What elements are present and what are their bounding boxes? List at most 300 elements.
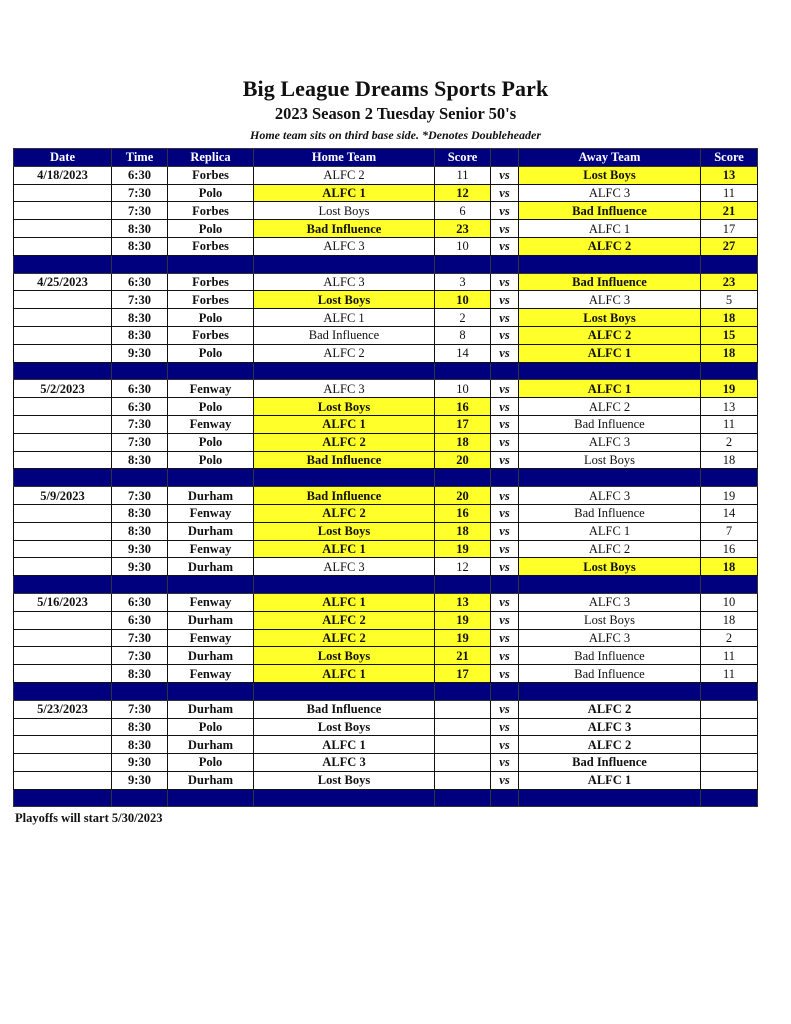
time-cell: 8:30	[112, 522, 168, 540]
away-score-cell: 21	[701, 202, 758, 220]
vs-cell: vs	[491, 398, 519, 416]
home-score-cell: 16	[435, 504, 491, 522]
date-cell	[14, 611, 112, 629]
time-cell: 9:30	[112, 771, 168, 789]
game-row	[14, 754, 758, 772]
replica-field-cell: Forbes	[168, 202, 254, 220]
game-row	[14, 771, 758, 789]
away-score-cell: 16	[701, 540, 758, 558]
away-team-cell: ALFC 3	[519, 487, 701, 505]
vs-cell: vs	[491, 220, 519, 238]
home-team-cell: ALFC 1	[254, 184, 435, 202]
away-score-cell: 2	[701, 433, 758, 451]
time-cell: 7:30	[112, 184, 168, 202]
separator-cell	[112, 576, 168, 594]
separator-cell	[112, 362, 168, 380]
home-team-cell: ALFC 1	[254, 736, 435, 754]
vs-cell: vs	[491, 344, 519, 362]
separator-cell	[519, 255, 701, 273]
table-header-row	[14, 149, 758, 167]
replica-field-cell: Polo	[168, 398, 254, 416]
time-cell: 8:30	[112, 237, 168, 255]
separator-cell	[491, 469, 519, 487]
vs-cell: vs	[491, 451, 519, 469]
away-team-cell: ALFC 3	[519, 593, 701, 611]
date-cell	[14, 451, 112, 469]
replica-field-cell: Polo	[168, 451, 254, 469]
separator-cell	[168, 469, 254, 487]
vs-cell: vs	[491, 558, 519, 576]
replica-field-cell: Polo	[168, 184, 254, 202]
game-row	[14, 451, 758, 469]
home-team-cell: Bad Influence	[254, 220, 435, 238]
time-cell: 9:30	[112, 558, 168, 576]
schedule-table	[13, 148, 758, 807]
week-separator-row	[14, 789, 758, 807]
home-team-cell: ALFC 1	[254, 593, 435, 611]
separator-cell	[254, 789, 435, 807]
home-score-cell: 20	[435, 487, 491, 505]
away-score-cell: 19	[701, 380, 758, 398]
separator-cell	[254, 255, 435, 273]
replica-field-cell: Polo	[168, 754, 254, 772]
away-team-cell: Bad Influence	[519, 754, 701, 772]
time-cell: 8:30	[112, 718, 168, 736]
week-separator-row	[14, 469, 758, 487]
away-score-cell: 18	[701, 611, 758, 629]
home-team-cell: Lost Boys	[254, 718, 435, 736]
away-team-cell: Lost Boys	[519, 166, 701, 184]
date-cell	[14, 326, 112, 344]
date-cell	[14, 540, 112, 558]
home-score-cell: 12	[435, 184, 491, 202]
away-team-cell: Lost Boys	[519, 451, 701, 469]
date-cell	[14, 771, 112, 789]
vs-cell: vs	[491, 326, 519, 344]
date-cell	[14, 665, 112, 683]
separator-cell	[701, 362, 758, 380]
away-score-cell: 18	[701, 558, 758, 576]
game-row	[14, 166, 758, 184]
playoffs-note: Playoffs will start 5/30/2023	[15, 811, 163, 825]
time-cell: 7:30	[112, 202, 168, 220]
home-team-cell: Bad Influence	[254, 326, 435, 344]
vs-cell: vs	[491, 415, 519, 433]
home-score-cell: 16	[435, 398, 491, 416]
week-separator-row	[14, 682, 758, 700]
schedule-body	[14, 166, 758, 807]
vs-cell: vs	[491, 433, 519, 451]
away-score-cell: 17	[701, 220, 758, 238]
home-team-cell: ALFC 1	[254, 415, 435, 433]
separator-cell	[491, 362, 519, 380]
time-cell: 7:30	[112, 487, 168, 505]
home-score-cell: 2	[435, 309, 491, 327]
vs-cell: vs	[491, 647, 519, 665]
season-subtitle: 2023 Season 2 Tuesday Senior 50's	[274, 104, 517, 123]
game-row	[14, 202, 758, 220]
away-team-cell: Bad Influence	[519, 415, 701, 433]
replica-field-cell: Polo	[168, 309, 254, 327]
home-team-cell: Lost Boys	[254, 771, 435, 789]
game-row	[14, 718, 758, 736]
vs-cell: vs	[491, 629, 519, 647]
home-team-cell: Lost Boys	[254, 522, 435, 540]
home-score-cell: 10	[435, 380, 491, 398]
separator-cell	[435, 789, 491, 807]
game-row	[14, 522, 758, 540]
replica-field-cell: Forbes	[168, 326, 254, 344]
time-cell: 6:30	[112, 380, 168, 398]
game-row	[14, 184, 758, 202]
home-score-cell: 18	[435, 522, 491, 540]
separator-cell	[519, 362, 701, 380]
vs-cell: vs	[491, 754, 519, 772]
away-team-cell: ALFC 1	[519, 220, 701, 238]
home-score-cell: 20	[435, 451, 491, 469]
separator-cell	[14, 576, 112, 594]
home-team-cell: Lost Boys	[254, 398, 435, 416]
time-cell: 7:30	[112, 291, 168, 309]
game-row	[14, 487, 758, 505]
time-cell: 8:30	[112, 736, 168, 754]
separator-cell	[254, 362, 435, 380]
date-cell: 4/25/2023	[14, 273, 112, 291]
separator-cell	[491, 682, 519, 700]
replica-field-cell: Forbes	[168, 237, 254, 255]
vs-cell: vs	[491, 540, 519, 558]
separator-cell	[701, 469, 758, 487]
col-header-time: Time	[112, 149, 168, 167]
game-row	[14, 736, 758, 754]
game-row	[14, 415, 758, 433]
replica-field-cell: Polo	[168, 344, 254, 362]
vs-cell: vs	[491, 611, 519, 629]
home-team-cell: Lost Boys	[254, 647, 435, 665]
home-score-cell: 12	[435, 558, 491, 576]
game-row	[14, 398, 758, 416]
away-team-cell: ALFC 1	[519, 771, 701, 789]
separator-cell	[701, 682, 758, 700]
away-team-cell: ALFC 2	[519, 398, 701, 416]
date-cell: 5/9/2023	[14, 487, 112, 505]
separator-cell	[14, 362, 112, 380]
time-cell: 6:30	[112, 273, 168, 291]
week-separator-row	[14, 255, 758, 273]
date-cell	[14, 415, 112, 433]
replica-field-cell: Fenway	[168, 380, 254, 398]
separator-cell	[519, 682, 701, 700]
home-team-cell: ALFC 2	[254, 433, 435, 451]
time-cell: 9:30	[112, 344, 168, 362]
time-cell: 7:30	[112, 700, 168, 718]
separator-cell	[435, 469, 491, 487]
date-cell	[14, 433, 112, 451]
date-cell: 5/23/2023	[14, 700, 112, 718]
separator-cell	[701, 789, 758, 807]
away-team-cell: ALFC 3	[519, 184, 701, 202]
home-score-cell: 19	[435, 540, 491, 558]
away-team-cell: Bad Influence	[519, 273, 701, 291]
date-cell	[14, 309, 112, 327]
page-title: Big League Dreams Sports Park	[242, 76, 549, 101]
col-header-date: Date	[14, 149, 112, 167]
replica-field-cell: Durham	[168, 611, 254, 629]
away-score-cell	[701, 754, 758, 772]
time-cell: 7:30	[112, 629, 168, 647]
date-cell	[14, 202, 112, 220]
vs-cell: vs	[491, 166, 519, 184]
date-cell	[14, 736, 112, 754]
home-team-cell: ALFC 3	[254, 273, 435, 291]
date-cell	[14, 291, 112, 309]
separator-cell	[14, 469, 112, 487]
away-score-cell: 7	[701, 522, 758, 540]
time-cell: 9:30	[112, 540, 168, 558]
home-team-cell: ALFC 3	[254, 558, 435, 576]
separator-cell	[168, 362, 254, 380]
date-cell	[14, 184, 112, 202]
separator-cell	[254, 469, 435, 487]
vs-cell: vs	[491, 309, 519, 327]
replica-field-cell: Fenway	[168, 540, 254, 558]
vs-cell: vs	[491, 736, 519, 754]
away-score-cell: 11	[701, 415, 758, 433]
game-row	[14, 504, 758, 522]
game-row	[14, 647, 758, 665]
away-team-cell: Lost Boys	[519, 611, 701, 629]
replica-field-cell: Durham	[168, 558, 254, 576]
separator-cell	[14, 682, 112, 700]
home-score-cell	[435, 718, 491, 736]
home-score-cell	[435, 754, 491, 772]
home-score-cell: 8	[435, 326, 491, 344]
game-row	[14, 344, 758, 362]
away-team-cell: Bad Influence	[519, 647, 701, 665]
vs-cell: vs	[491, 665, 519, 683]
home-team-cell: ALFC 1	[254, 665, 435, 683]
away-score-cell: 18	[701, 309, 758, 327]
away-team-cell: Bad Influence	[519, 665, 701, 683]
home-team-cell: Bad Influence	[254, 451, 435, 469]
separator-cell	[254, 682, 435, 700]
vs-cell: vs	[491, 237, 519, 255]
separator-cell	[14, 255, 112, 273]
vs-cell: vs	[491, 487, 519, 505]
separator-cell	[491, 255, 519, 273]
game-row	[14, 291, 758, 309]
away-team-cell: ALFC 1	[519, 344, 701, 362]
away-score-cell: 11	[701, 184, 758, 202]
date-cell	[14, 504, 112, 522]
game-row	[14, 309, 758, 327]
date-cell	[14, 344, 112, 362]
home-score-cell: 10	[435, 237, 491, 255]
home-score-cell: 14	[435, 344, 491, 362]
home-team-cell: ALFC 1	[254, 309, 435, 327]
away-team-cell: ALFC 1	[519, 522, 701, 540]
game-row	[14, 700, 758, 718]
replica-field-cell: Fenway	[168, 629, 254, 647]
separator-cell	[168, 682, 254, 700]
home-team-cell: ALFC 2	[254, 344, 435, 362]
col-header-away-team: Away Team	[519, 149, 701, 167]
home-score-cell	[435, 771, 491, 789]
away-score-cell: 14	[701, 504, 758, 522]
away-team-cell: Bad Influence	[519, 504, 701, 522]
vs-cell: vs	[491, 504, 519, 522]
game-row	[14, 558, 758, 576]
home-team-cell: ALFC 1	[254, 540, 435, 558]
time-cell: 8:30	[112, 220, 168, 238]
vs-cell: vs	[491, 202, 519, 220]
date-cell	[14, 220, 112, 238]
home-team-cell: ALFC 2	[254, 611, 435, 629]
replica-field-cell: Durham	[168, 487, 254, 505]
vs-cell: vs	[491, 380, 519, 398]
separator-cell	[701, 255, 758, 273]
col-header-away-score: Score	[701, 149, 758, 167]
home-score-cell: 10	[435, 291, 491, 309]
away-team-cell: ALFC 3	[519, 718, 701, 736]
home-team-cell: ALFC 2	[254, 166, 435, 184]
replica-field-cell: Polo	[168, 433, 254, 451]
game-row	[14, 593, 758, 611]
away-score-cell	[701, 718, 758, 736]
vs-cell: vs	[491, 291, 519, 309]
away-score-cell: 2	[701, 629, 758, 647]
vs-cell: vs	[491, 522, 519, 540]
time-cell: 8:30	[112, 665, 168, 683]
date-cell	[14, 647, 112, 665]
date-cell	[14, 629, 112, 647]
away-team-cell: ALFC 3	[519, 433, 701, 451]
date-cell	[14, 754, 112, 772]
replica-field-cell: Fenway	[168, 504, 254, 522]
col-header-home-score: Score	[435, 149, 491, 167]
date-cell	[14, 398, 112, 416]
away-team-cell: ALFC 2	[519, 237, 701, 255]
home-team-cell: ALFC 3	[254, 754, 435, 772]
separator-cell	[435, 576, 491, 594]
separator-cell	[435, 255, 491, 273]
game-row	[14, 237, 758, 255]
week-separator-row	[14, 576, 758, 594]
replica-field-cell: Forbes	[168, 291, 254, 309]
away-team-cell: ALFC 3	[519, 291, 701, 309]
game-row	[14, 540, 758, 558]
away-team-cell: ALFC 1	[519, 380, 701, 398]
time-cell: 7:30	[112, 433, 168, 451]
game-row	[14, 433, 758, 451]
away-score-cell: 18	[701, 451, 758, 469]
away-score-cell	[701, 771, 758, 789]
home-score-cell: 23	[435, 220, 491, 238]
home-score-cell: 3	[435, 273, 491, 291]
separator-cell	[491, 789, 519, 807]
vs-cell: vs	[491, 700, 519, 718]
separator-cell	[435, 362, 491, 380]
separator-cell	[519, 576, 701, 594]
home-score-cell: 11	[435, 166, 491, 184]
away-team-cell: ALFC 2	[519, 540, 701, 558]
col-header-home-team: Home Team	[254, 149, 435, 167]
separator-cell	[435, 682, 491, 700]
separator-cell	[112, 255, 168, 273]
col-header-replica: Replica	[168, 149, 254, 167]
separator-cell	[168, 255, 254, 273]
replica-field-cell: Durham	[168, 771, 254, 789]
time-cell: 6:30	[112, 593, 168, 611]
separator-cell	[168, 789, 254, 807]
home-score-cell: 21	[435, 647, 491, 665]
time-cell: 7:30	[112, 647, 168, 665]
game-row	[14, 273, 758, 291]
separator-cell	[14, 789, 112, 807]
home-team-cell: ALFC 3	[254, 237, 435, 255]
vs-cell: vs	[491, 593, 519, 611]
replica-field-cell: Durham	[168, 736, 254, 754]
separator-cell	[701, 576, 758, 594]
date-cell	[14, 522, 112, 540]
game-row	[14, 220, 758, 238]
away-team-cell: Lost Boys	[519, 558, 701, 576]
home-team-cell: ALFC 3	[254, 380, 435, 398]
date-cell	[14, 718, 112, 736]
vs-cell: vs	[491, 771, 519, 789]
home-score-cell: 17	[435, 665, 491, 683]
date-cell: 4/18/2023	[14, 166, 112, 184]
away-team-cell: ALFC 2	[519, 736, 701, 754]
game-row	[14, 611, 758, 629]
col-header-vs	[491, 149, 519, 167]
schedule-note: Home team sits on third base side. *Denotes Doubleheader	[250, 128, 541, 142]
away-team-cell: ALFC 2	[519, 326, 701, 344]
separator-cell	[168, 576, 254, 594]
game-row	[14, 629, 758, 647]
away-team-cell: ALFC 3	[519, 629, 701, 647]
replica-field-cell: Polo	[168, 718, 254, 736]
away-team-cell: Lost Boys	[519, 309, 701, 327]
away-team-cell: Bad Influence	[519, 202, 701, 220]
replica-field-cell: Durham	[168, 522, 254, 540]
separator-cell	[112, 682, 168, 700]
separator-cell	[491, 576, 519, 594]
home-team-cell: ALFC 2	[254, 504, 435, 522]
game-row	[14, 380, 758, 398]
date-cell	[14, 237, 112, 255]
time-cell: 8:30	[112, 326, 168, 344]
week-separator-row	[14, 362, 758, 380]
away-score-cell	[701, 736, 758, 754]
separator-cell	[112, 469, 168, 487]
replica-field-cell: Durham	[168, 647, 254, 665]
away-score-cell: 11	[701, 665, 758, 683]
home-score-cell: 6	[435, 202, 491, 220]
time-cell: 6:30	[112, 166, 168, 184]
replica-field-cell: Fenway	[168, 415, 254, 433]
time-cell: 6:30	[112, 611, 168, 629]
time-cell: 8:30	[112, 309, 168, 327]
home-score-cell: 17	[435, 415, 491, 433]
vs-cell: vs	[491, 273, 519, 291]
home-team-cell: Lost Boys	[254, 291, 435, 309]
vs-cell: vs	[491, 718, 519, 736]
replica-field-cell: Polo	[168, 220, 254, 238]
replica-field-cell: Forbes	[168, 166, 254, 184]
time-cell: 6:30	[112, 398, 168, 416]
replica-field-cell: Durham	[168, 700, 254, 718]
